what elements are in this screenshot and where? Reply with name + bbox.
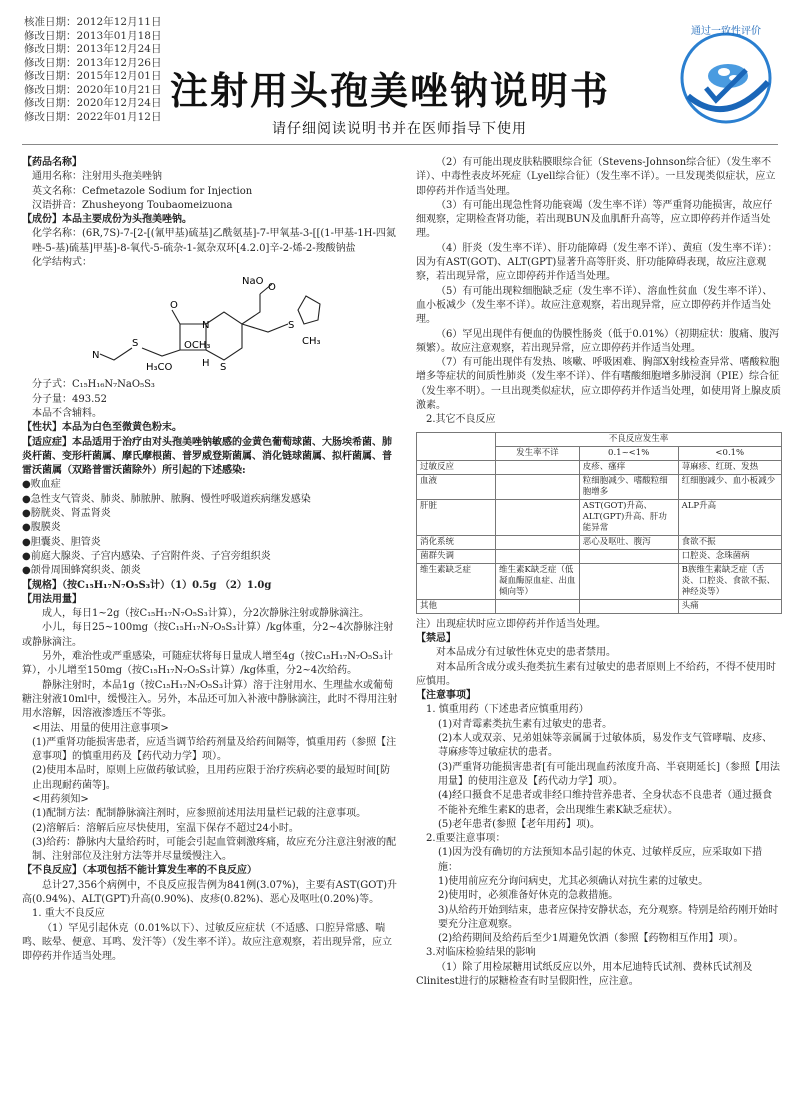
text-line: （2）有可能出现皮肤粘膜眼综合征（Stevens-Johnson综合征）（发生率不详）、中毒性表皮坏死症（Lyell综合征）（发生率不详）。一旦发现类似症状，应立即停药并作适当处理。 <box>416 157 776 197</box>
table-header-cell: <0.1% <box>678 446 781 460</box>
table-row <box>417 563 782 599</box>
table-row <box>417 549 782 563</box>
text-line: (3)给药：静脉内大量给药时，可能会引起血管刺激疼痛，故应充分注意注射液的配制、注射部位及注射方法等并尽量缓慢注入。 <box>32 836 397 863</box>
text-line: 英文名称：Cefmetazole Sodium for Injection <box>32 185 253 197</box>
table-cell <box>496 499 580 535</box>
text-line: (1)对青霉素类抗生素有过敏史的患者。 <box>438 718 613 730</box>
struct-n-chain: N <box>92 350 100 362</box>
chemical-structure <box>22 270 398 378</box>
table-cell <box>496 474 580 499</box>
adverse-reaction-table <box>416 432 782 614</box>
text-line: 本品不含辅料。 <box>32 407 102 419</box>
table-cell <box>579 549 678 563</box>
text-line: 3.对临床检验结果的影响 <box>426 947 536 959</box>
date-line: 修改日期：2013年12月24日 <box>24 43 162 55</box>
date-line: 修改日期：2020年12月24日 <box>24 97 162 109</box>
text-line: 2.其它不良反应 <box>426 414 496 426</box>
table-row <box>417 499 782 535</box>
text-line: ●急性支气管炎、肺炎、肺脓肿、脓胸、慢性呼吸道疾病继发感染 <box>22 493 311 505</box>
text-line: 1)使用前应充分询问病史，尤其必须确认对抗生素的过敏史。 <box>438 875 709 887</box>
text-line: <用法、用量的使用注意事项> <box>32 722 169 734</box>
text-line: 【禁忌】 <box>416 632 456 644</box>
text-line: （1）除了用检尿糖用试纸反应以外，用本尼迪特氏试剂、费林氏试剂及Clinitest进行的尿糖检查有时呈假阳性，应注意。 <box>416 961 753 988</box>
table-cell: 肝脏 <box>417 499 496 535</box>
text-line: 【药品名称】 <box>22 157 82 168</box>
text-line: 注）出现症状时应立即停药并作适当处理。 <box>416 618 606 630</box>
text-line: 化学结构式： <box>32 257 92 269</box>
table-header-cell: 0.1~<1% <box>579 446 678 460</box>
struct-o-lactam: O <box>170 300 178 312</box>
struct-s-chain: S <box>132 338 139 350</box>
table-cell: 消化系统 <box>417 535 496 549</box>
struct-h3co: H₃CO <box>146 362 173 374</box>
text-line: （3）有可能出现急性肾功能衰竭（发生率不详）等严重肾功能损害，故应仔细观察，定期检查肾功能，若出现BUN及血肌酐升高等，应立即停药并作适当处理。 <box>416 199 773 240</box>
text-line: 静脉注射时，本品1g（按C₁₅H₁₇N₇O₅S₃计算）溶于注射用水、生理盐水或葡萄糖注射液10ml中，缓慢注入。另外，本品还可加入补液中静脉滴注，此时不得用注射用水溶解，因溶液渗透压不等张。 <box>22 679 398 720</box>
text-line: 分子量：493.52 <box>32 393 107 405</box>
text-line: (1)因为没有确切的方法预知本品引起的休克、过敏样反应，应采取如下措施： <box>438 847 763 873</box>
consistency-evaluation-logo <box>676 18 776 138</box>
table-cell: B族维生素缺乏症（舌炎、口腔炎、食欲不振、神经炎等） <box>678 563 781 599</box>
struct-och3: OCH₃ <box>184 340 211 352</box>
struct-s-side: S <box>288 320 295 332</box>
table-cell: ALP升高 <box>678 499 781 535</box>
text-line: （4）肝炎（发生率不详）、肝功能障碍（发生率不详）、黄疸（发生率不详）：因为有AST(GOT)、ALT(GPT)显著升高等肝炎、肝功能障碍表现，故应注意观察，若出现异常，应立即停药并作适当处理。 <box>416 242 778 283</box>
table-cell: 过敏反应 <box>417 460 496 474</box>
text-line: （7）有可能出现伴有发热、咳嗽、呼吸困难、胸部X射线检查异常、嗜酸粒胞增多等症状的间质性肺炎（发生率不详）、伴有嗜酸细胞增多肺浸润（PIE）综合征（发生率不明）。一旦出现类似症状，应立即停药并作适当处理，如使用肾上腺皮质激素。 <box>416 357 781 412</box>
text-line: 【适应症】本品适用于治疗由对头孢美唑钠敏感的金黄色葡萄球菌、大肠埃希菌、肺炎杆菌、变形杆菌属、摩氏摩根菌、普罗威登斯菌属、消化链球菌属、拟杆菌属、普雷沃菌属（双路普雷沃菌除外）所引起的下述感染: <box>22 436 392 477</box>
table-header-cell: 发生率不详 <box>496 446 580 460</box>
text-line: (3)严重肾功能损害患者[有可能出现血药浓度升高、半衰期延长]（参照【用法用量】的使用注意及【药代动力学】项）。 <box>438 761 780 787</box>
date-line: 核准日期：2012年12月11日 <box>24 16 162 28</box>
text-line: （1）罕见引起休克（0.01%以下）、过敏反应症状（不适感、口腔异常感、喘鸣、眩晕、便意、耳鸣、发汗等）（发生率不详）。故应注意观察，若出现异常，应立即停药并作适当处理。 <box>22 922 392 963</box>
text-line: 1. 重大不良反应 <box>32 908 105 920</box>
text-line: 通用名称：注射用头孢美唑钠 <box>32 171 162 183</box>
text-line: 2.重要注意事项： <box>426 833 506 845</box>
text-line: ●前庭大腺炎、子宫内感染、子宫附件炎、子宫旁组织炎 <box>22 550 271 562</box>
text-line: 3)从给药开始到结束，患者应保持安静状态，充分观察。特别是给药刚开始时要充分注意观察。 <box>438 904 779 930</box>
text-line: ●腹膜炎 <box>22 522 61 534</box>
text-line: (2)本人或双亲、兄弟姐妹等亲属属于过敏体质，易发作支气管哮喘、皮疹、荨麻疹等过敏症状的患者。 <box>438 733 773 759</box>
table-cell <box>496 535 580 549</box>
header-divider <box>22 144 778 145</box>
table-row <box>417 474 782 499</box>
table-cell: 菌群失调 <box>417 549 496 563</box>
text-line: (2)给药期间及给药后至少1周避免饮酒（参照【药物相互作用】项）。 <box>438 933 744 945</box>
table-cell: 粒细胞减少、嗜酸粒细胞增多 <box>579 474 678 499</box>
approval-dates <box>24 16 161 124</box>
page-subtitle: 请仔细阅读说明书并在医师指导下使用 <box>272 121 527 137</box>
struct-s-ring: S <box>220 362 227 374</box>
table-row <box>417 535 782 549</box>
struct-o-top: O <box>268 282 276 294</box>
struct-n-ring: N <box>202 320 210 332</box>
text-line: (4)经口摄食不足患者或非经口维持营养患者、全身状态不良患者（通过摄食不能补充维生素K的患者，会出现维生素K缺乏症状）。 <box>438 790 773 816</box>
text-line: (2)使用本品时，原则上应做药敏试验，且用药应限于治疗疾病必要的最短时间[防止出现耐药菌等]。 <box>32 765 391 791</box>
table-header-cell <box>417 432 496 460</box>
text-line: （6）罕见出现伴有便血的伪膜性肠炎（低于0.01%）（初期症状：腹痛、腹泻频繁）。故应注意观察，若出现异常，应立即停药并作适当处理。 <box>416 328 780 354</box>
date-line: 修改日期：2015年12月01日 <box>24 70 162 82</box>
date-line: 修改日期：2020年10月21日 <box>24 83 162 96</box>
text-line: 小儿，每日25~100mg（按C₁₅H₁₇N₇O₅S₃计算）/kg体重，分2~4次静脉注射或静脉滴注。 <box>22 622 394 648</box>
text-line: ●膀胱炎、肾盂肾炎 <box>22 508 111 520</box>
text-line: 分子式：C₁₅H₁₆N₇NaO₅S₃ <box>32 379 155 391</box>
text-line: (1)严重肾功能损害患者，应适当调节给药剂量及给药间隔等，慎重用药（参照【注意事项】的慎重用药及【药代动力学】项）。 <box>32 736 397 763</box>
table-cell: 荨麻疹、红斑、发热 <box>678 460 781 474</box>
text-line: 对本品成分有过敏性休克史的患者禁用。 <box>436 647 616 659</box>
text-line: 化学名称：(6R,7S)-7-[2-[(氰甲基)硫基]乙酰氨基]-7-甲氧基-3-[[(1-甲基-1H-四氮唑-5-基)硫基]甲基]-8-氧代-5-硫杂-1-氮杂双环[4.2.0]辛-2-烯-2-羧酸钠盐 <box>32 228 396 254</box>
left-column <box>22 156 398 965</box>
table-cell <box>496 599 580 613</box>
text-line: ●胆囊炎、胆管炎 <box>22 536 101 548</box>
text-line: (2)溶解后：溶解后应尽快使用，室温下保存不超过24小时。 <box>32 822 299 834</box>
table-cell: 恶心及呕吐、腹泻 <box>579 535 678 549</box>
text-line: (1)配制方法：配制静脉滴注剂时，应参照前述用法用量栏记载的注意事项。 <box>32 808 367 820</box>
table-cell: 头痛 <box>678 599 781 613</box>
text-line: 对本品所含成分或头孢类抗生素有过敏史的患者原则上不给药，不得不使用时应慎用。 <box>416 661 776 687</box>
text-line: 成人，每日1~2g（按C₁₅H₁₇N₇O₅S₃计算），分2次静脉注射或静脉滴注。 <box>42 608 370 620</box>
text-line: 【成份】本品主要成份为头孢美唑钠。 <box>22 214 192 226</box>
table-cell: AST(GOT)升高、ALT(GPT)升高、肝功能异常 <box>579 499 678 535</box>
table-cell: 维生素K缺乏症（低凝血酶原血症、出血倾向等） <box>496 563 580 599</box>
text-line: 另外，难治性或严重感染，可随症状将每日量成人增至4g（按C₁₅H₁₇N₇O₅S₃计算），小儿增至150mg（按C₁₅H₁₇N₇O₅S₃计算）/kg体重，分2~4次给药。 <box>22 651 393 677</box>
struct-h: H <box>202 358 210 370</box>
table-cell <box>579 599 678 613</box>
table-cell: 维生素缺乏症 <box>417 563 496 599</box>
text-line: 【不良反应】（本项包括不能计算发生率的不良反应） <box>22 865 257 877</box>
table-cell: 红细胞减少、血小板减少 <box>678 474 781 499</box>
table-row <box>417 460 782 474</box>
table-header-cell: 不良反应发生率 <box>496 432 782 446</box>
table-cell <box>496 549 580 563</box>
text-line: 【注意事项】 <box>416 690 476 702</box>
table-cell: 口腔炎、念珠菌病 <box>678 549 781 563</box>
struct-ch3: CH₃ <box>302 336 321 348</box>
page-title: 注射用头孢美唑钠说明书 <box>170 69 611 113</box>
date-line: 修改日期：2013年12月26日 <box>24 56 162 69</box>
text-line: 1. 慎重用药（下述患者应慎重用药） <box>426 704 589 716</box>
table-cell <box>579 563 678 599</box>
right-column <box>416 156 782 989</box>
table-cell: 其他 <box>417 599 496 613</box>
table-cell: 皮疹、瘙痒 <box>579 460 678 474</box>
text-line: 总计27,356个病例中，不良反应报告例为841例(3.07%)，主要有AST(GOT)升高(0.94%)、ALT(GPT)升高(0.90%)、皮疹(0.82%)、恶心及呕吐(0.20%)等。 <box>22 879 398 906</box>
logo-text: 通过一致性评价 <box>691 26 761 37</box>
date-line: 修改日期：2013年01月18日 <box>24 29 162 42</box>
date-line: 修改日期：2022年01月12日 <box>24 110 162 123</box>
table-cell: 血液 <box>417 474 496 499</box>
text-line: 2)使用时，必须准备好休克的急救措施。 <box>438 890 619 902</box>
text-line: ●败血症 <box>22 479 61 491</box>
text-line: ●颌骨周围蜂窝织炎、颌炎 <box>22 565 141 577</box>
text-line: 【规格】（按C₁₅H₁₇N₇O₅S₃计）（1）0.5g （2）1.0g <box>22 579 272 591</box>
table-cell: 食欲不振 <box>678 535 781 549</box>
table-cell <box>496 460 580 474</box>
text-line: <用药须知> <box>32 793 89 805</box>
text-line: 汉语拼音：Zhusheyong Toubaomeizuona <box>32 199 233 211</box>
text-line: 【用法用量】 <box>22 593 82 605</box>
text-line: （5）有可能出现粒细胞缺乏症（发生率不详）、溶血性贫血（发生率不详）、血小板减少（发生率不详）。故应注意观察，若出现异常，应立即停药并作适当处理。 <box>416 285 773 326</box>
table-row <box>417 599 782 613</box>
text-line: 【性状】本品为白色至微黄色粉末。 <box>22 422 182 434</box>
struct-nao: NaO <box>242 276 264 288</box>
text-line: (5)老年患者(参照【老年用药】项)。 <box>438 818 600 830</box>
